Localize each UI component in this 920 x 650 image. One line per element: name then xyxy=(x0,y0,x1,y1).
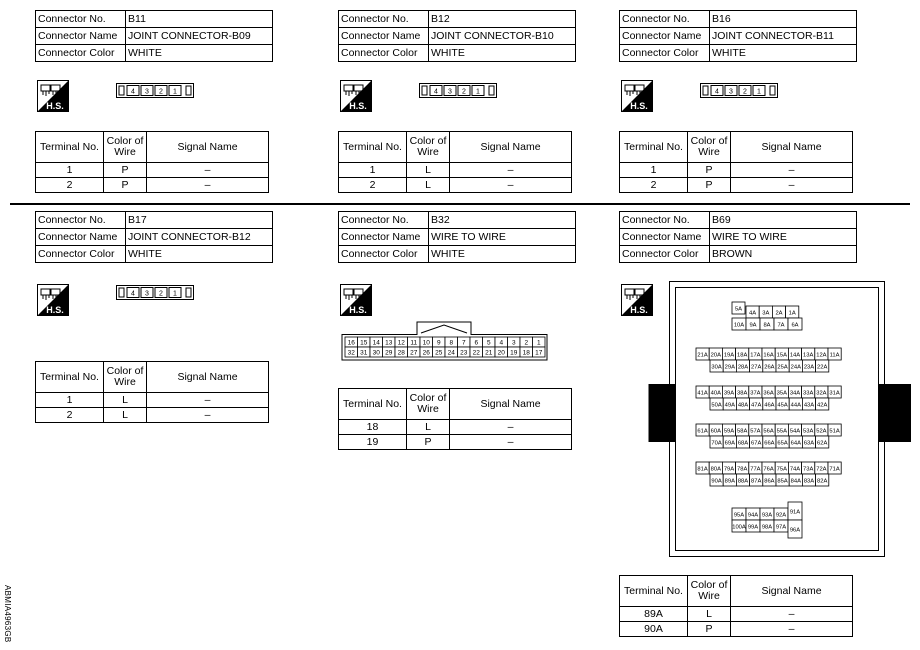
pin-label: 48A xyxy=(737,402,749,409)
pin-label: 33A xyxy=(803,390,814,397)
terminal-no-header: Terminal No. xyxy=(620,576,688,607)
pin-label: 78A xyxy=(737,466,748,473)
pin-label: 13 xyxy=(385,339,393,347)
pin-label: 4 xyxy=(499,339,504,347)
harness-side-icon xyxy=(37,80,69,112)
connector-no-label: Connector No. xyxy=(339,11,429,28)
pin-label: 15A xyxy=(776,352,787,359)
pin-label: 93A xyxy=(761,512,773,519)
connector-name-label: Connector Name xyxy=(339,28,429,45)
wire-color-header: Color of Wire xyxy=(688,576,731,607)
connector-name-label: Connector Name xyxy=(36,229,126,246)
terminal-no-cell: 2 xyxy=(36,178,104,193)
terminal-no-cell: 2 xyxy=(620,178,688,193)
pin-label: 5 xyxy=(486,339,491,347)
connector-no-label: Connector No. xyxy=(36,212,126,229)
pin-label: 90A xyxy=(711,478,722,485)
signal-name-cell: – xyxy=(147,393,269,408)
figure-code: ABMIA4963GB xyxy=(3,585,12,643)
pin-label: 67A xyxy=(751,440,762,447)
hs-label: H.S. xyxy=(46,305,64,315)
pin-label: 28 xyxy=(397,349,405,357)
pin-label: 4 xyxy=(434,88,438,96)
pin-label: 23 xyxy=(460,349,468,357)
terminal-no-header: Terminal No. xyxy=(36,362,104,393)
pin-label: 54A xyxy=(789,428,801,435)
pin-label: 98A xyxy=(761,524,773,531)
pin-label: 5A xyxy=(734,306,743,313)
pin-label: 15 xyxy=(360,339,368,347)
pin-label: 91A xyxy=(789,509,801,516)
table-row xyxy=(339,435,572,450)
pin-label: 88A xyxy=(737,478,749,485)
connector-name-value: JOINT CONNECTOR-B10 xyxy=(429,28,576,45)
pin-label: 35A xyxy=(776,390,787,397)
pin-label: 2 xyxy=(159,88,163,96)
pin-label: 19A xyxy=(723,352,735,359)
pin-label: 10 xyxy=(422,339,430,347)
signal-name-header: Signal Name xyxy=(450,132,572,163)
pin-label: 42A xyxy=(817,402,828,409)
terminal-table xyxy=(619,575,853,637)
pin-label: 64A xyxy=(790,440,801,447)
table-row xyxy=(620,607,853,622)
pin-label: 6 xyxy=(474,339,479,347)
terminal-table xyxy=(338,388,572,450)
signal-name-cell: – xyxy=(731,178,853,193)
pin-label: 7A xyxy=(777,322,785,329)
pin-label: 70A xyxy=(711,440,722,447)
pin-label: 18A xyxy=(737,352,748,359)
pin-label: 46A xyxy=(764,402,775,409)
pin-label: 34A xyxy=(789,390,801,397)
wire-color-cell: L xyxy=(104,408,147,423)
pin-label: 43A xyxy=(803,402,815,409)
signal-name-cell: – xyxy=(450,435,572,450)
terminal-no-cell: 2 xyxy=(36,408,104,423)
pin-label: 38A xyxy=(737,390,748,397)
connector-color-label: Connector Color xyxy=(339,246,429,263)
terminal-no-header: Terminal No. xyxy=(339,132,407,163)
pin-label: 1 xyxy=(757,88,761,96)
pin-label: 2 xyxy=(524,339,529,347)
pin-label: 31 xyxy=(360,349,368,357)
wire-color-cell: L xyxy=(104,393,147,408)
connector-color-label: Connector Color xyxy=(36,45,126,62)
wire-color-header: Color of Wire xyxy=(688,132,731,163)
connector-no-label: Connector No. xyxy=(339,212,429,229)
connector-info-table xyxy=(338,10,576,62)
wire-color-cell: L xyxy=(407,420,450,435)
pin-label: 83A xyxy=(803,478,815,485)
connector-no-value: B17 xyxy=(126,212,273,229)
pin-label: 99A xyxy=(747,524,759,531)
pin-label: 1 xyxy=(536,339,541,347)
connector-color-label: Connector Color xyxy=(339,45,429,62)
terminal-no-cell: 1 xyxy=(620,163,688,178)
connector-color-value: BROWN xyxy=(710,246,857,263)
signal-name-header: Signal Name xyxy=(731,132,853,163)
table-row xyxy=(339,178,572,193)
pin-label: 57A xyxy=(750,428,761,435)
pin-label: 81A xyxy=(697,466,708,473)
pin-label: 9 xyxy=(436,339,441,347)
pin-label: 63A xyxy=(803,440,815,447)
pin-label: 62A xyxy=(817,440,828,447)
pin-label: 36A xyxy=(763,390,774,397)
pin-label: 3A xyxy=(762,310,770,317)
terminal-table xyxy=(338,131,572,193)
pin-label: 29 xyxy=(385,349,393,357)
connector-color-value: WHITE xyxy=(126,45,273,62)
pin-label: 66A xyxy=(764,440,775,447)
signal-name-cell: – xyxy=(731,607,853,622)
pin-label: 65A xyxy=(777,440,788,447)
connector-color-value: WHITE xyxy=(126,246,273,263)
terminal-no-cell: 1 xyxy=(339,163,407,178)
pin-label: 8 xyxy=(449,339,454,347)
pin-label: 84A xyxy=(790,478,801,485)
pin-label: 2 xyxy=(462,88,466,96)
pin-label: 77A xyxy=(750,466,761,473)
pin-label: 16 xyxy=(347,339,355,347)
connector-no-label: Connector No. xyxy=(620,11,710,28)
pin-label: 28A xyxy=(737,364,749,371)
connector-name-value: WIRE TO WIRE xyxy=(710,229,857,246)
wire-color-header: Color of Wire xyxy=(407,389,450,420)
pin-label: 95A xyxy=(733,512,745,519)
pin-label: 32A xyxy=(816,390,827,397)
pin-label: 1A xyxy=(788,310,796,317)
pin-label: 92A xyxy=(775,512,787,519)
terminal-no-header: Terminal No. xyxy=(339,389,407,420)
connector-name-value: JOINT CONNECTOR-B12 xyxy=(126,229,273,246)
pin-label: 11 xyxy=(410,339,418,347)
signal-name-header: Signal Name xyxy=(450,389,572,420)
pin-label: 32 xyxy=(347,349,355,357)
pin-label: 20 xyxy=(497,349,505,357)
pin-label: 68A xyxy=(737,440,749,447)
pin-label: 72A xyxy=(816,466,827,473)
wire-color-cell: P xyxy=(104,178,147,193)
connector-color-label: Connector Color xyxy=(620,45,710,62)
terminal-no-cell: 90A xyxy=(620,622,688,637)
pin-label: 4 xyxy=(131,290,135,298)
connector-color-value: WHITE xyxy=(429,45,576,62)
connector-info-table xyxy=(338,211,576,263)
table-row xyxy=(339,420,572,435)
connector-color-value: WHITE xyxy=(429,246,576,263)
terminal-no-cell: 89A xyxy=(620,607,688,622)
pin-label: 31A xyxy=(829,390,840,397)
pin-label: 4A xyxy=(749,310,757,317)
pin-label: 49A xyxy=(724,402,735,409)
pin-label: 45A xyxy=(777,402,788,409)
pin-label: 80A xyxy=(710,466,721,473)
table-row xyxy=(36,163,269,178)
pin-label: 53A xyxy=(803,428,814,435)
pin-label: 74A xyxy=(789,466,801,473)
wire-color-cell: P xyxy=(407,435,450,450)
terminal-table xyxy=(35,361,269,423)
harness-side-icon xyxy=(340,284,372,316)
table-row xyxy=(36,393,269,408)
harness-side-icon xyxy=(340,80,372,112)
pin-label: 17 xyxy=(535,349,543,357)
pin-label: 8A xyxy=(763,322,771,329)
pin-label: 55A xyxy=(776,428,787,435)
terminal-no-cell: 2 xyxy=(339,178,407,193)
hs-label: H.S. xyxy=(630,305,648,315)
connector-face xyxy=(700,83,780,104)
pin-label: 97A xyxy=(775,524,787,531)
table-row xyxy=(620,178,853,193)
pin-label: 26 xyxy=(422,349,430,357)
terminal-table xyxy=(619,131,853,193)
terminal-no-cell: 18 xyxy=(339,420,407,435)
connector-name-label: Connector Name xyxy=(339,229,429,246)
pin-label: 58A xyxy=(737,428,748,435)
wire-color-cell: P xyxy=(688,163,731,178)
pin-label: 41A xyxy=(697,390,708,397)
pin-label: 59A xyxy=(723,428,735,435)
pin-label: 1 xyxy=(173,290,177,298)
pin-label: 11A xyxy=(829,352,840,359)
table-row xyxy=(620,163,853,178)
connector-face-b69 xyxy=(648,280,912,565)
pin-label: 13A xyxy=(803,352,814,359)
harness-side-icon xyxy=(621,80,653,112)
pin-label: 52A xyxy=(816,428,827,435)
pin-label: 20A xyxy=(710,352,721,359)
signal-name-cell: – xyxy=(147,178,269,193)
pin-label: 61A xyxy=(697,428,708,435)
wire-color-cell: L xyxy=(407,178,450,193)
signal-name-cell: – xyxy=(450,178,572,193)
connector-info-table xyxy=(35,211,273,263)
pin-label: 75A xyxy=(776,466,787,473)
table-row xyxy=(620,622,853,637)
pin-label: 71A xyxy=(829,466,840,473)
pin-label: 27A xyxy=(751,364,762,371)
pin-label: 10A xyxy=(733,322,745,329)
pin-label: 22A xyxy=(817,364,828,371)
pin-label: 22 xyxy=(472,349,480,357)
pin-label: 87A xyxy=(751,478,762,485)
connector-no-value: B12 xyxy=(429,11,576,28)
hs-label: H.S. xyxy=(349,101,367,111)
hs-label: H.S. xyxy=(46,101,64,111)
pin-label: 14 xyxy=(372,339,380,347)
signal-name-cell: – xyxy=(731,622,853,637)
pin-label: 18 xyxy=(522,349,530,357)
pin-label: 30 xyxy=(372,349,380,357)
pin-label: 25A xyxy=(777,364,788,371)
pin-label: 69A xyxy=(724,440,735,447)
pin-label: 3 xyxy=(145,290,149,298)
pin-label: 21 xyxy=(485,349,493,357)
pin-label: 76A xyxy=(763,466,774,473)
connector-face-b32 xyxy=(341,319,549,366)
connector-info-table xyxy=(619,211,857,263)
pin-label: 86A xyxy=(764,478,775,485)
connector-no-value: B69 xyxy=(710,212,857,229)
terminal-no-cell: 1 xyxy=(36,163,104,178)
pin-label: 40A xyxy=(710,390,721,397)
signal-name-header: Signal Name xyxy=(147,132,269,163)
connector-no-value: B11 xyxy=(126,11,273,28)
wire-color-cell: P xyxy=(688,622,731,637)
connector-face xyxy=(419,83,499,104)
table-row xyxy=(339,163,572,178)
signal-name-cell: – xyxy=(147,408,269,423)
pin-label: 50A xyxy=(711,402,722,409)
wire-color-cell: P xyxy=(688,178,731,193)
pin-label: 89A xyxy=(724,478,735,485)
pin-label: 1 xyxy=(173,88,177,96)
pin-label: 12 xyxy=(397,339,405,347)
pin-label: 21A xyxy=(697,352,708,359)
connector-name-value: JOINT CONNECTOR-B09 xyxy=(126,28,273,45)
terminal-no-cell: 1 xyxy=(36,393,104,408)
pin-label: 7 xyxy=(461,339,466,347)
connector-color-value: WHITE xyxy=(710,45,857,62)
pin-label: 94A xyxy=(747,512,759,519)
pin-label: 17A xyxy=(750,352,761,359)
pin-label: 96A xyxy=(789,527,801,534)
pin-label: 30A xyxy=(711,364,722,371)
pin-label: 47A xyxy=(751,402,762,409)
terminal-no-header: Terminal No. xyxy=(36,132,104,163)
pin-label: 6A xyxy=(791,322,799,329)
pin-label: 79A xyxy=(723,466,735,473)
pin-label: 16A xyxy=(763,352,774,359)
pin-label: 73A xyxy=(803,466,814,473)
signal-name-cell: – xyxy=(450,163,572,178)
signal-name-cell: – xyxy=(450,420,572,435)
connector-no-label: Connector No. xyxy=(36,11,126,28)
pin-label: 14A xyxy=(789,352,801,359)
connector-face xyxy=(116,285,196,306)
signal-name-header: Signal Name xyxy=(147,362,269,393)
pin-label: 37A xyxy=(750,390,761,397)
hs-label: H.S. xyxy=(630,101,648,111)
pin-label: 4 xyxy=(131,88,135,96)
connector-name-label: Connector Name xyxy=(620,229,710,246)
harness-side-icon xyxy=(37,284,69,316)
pin-label: 3 xyxy=(511,339,516,347)
connector-no-value: B32 xyxy=(429,212,576,229)
pin-label: 19 xyxy=(510,349,518,357)
pin-label: 3 xyxy=(729,88,733,96)
pin-label: 27 xyxy=(410,349,418,357)
terminal-table xyxy=(35,131,269,193)
pin-label: 2 xyxy=(159,290,163,298)
pin-label: 1 xyxy=(476,88,480,96)
pin-label: 51A xyxy=(829,428,840,435)
wire-color-header: Color of Wire xyxy=(407,132,450,163)
connector-info-table xyxy=(619,10,857,62)
connector-face xyxy=(116,83,196,104)
pin-label: 82A xyxy=(817,478,828,485)
connector-name-value: WIRE TO WIRE xyxy=(429,229,576,246)
pin-label: 3 xyxy=(448,88,452,96)
pin-label: 23A xyxy=(803,364,815,371)
signal-name-header: Signal Name xyxy=(731,576,853,607)
pin-label: 24 xyxy=(447,349,455,357)
pin-label: 24A xyxy=(790,364,801,371)
connector-name-label: Connector Name xyxy=(620,28,710,45)
pin-label: 2A xyxy=(775,310,783,317)
section-divider xyxy=(10,203,910,205)
wire-color-header: Color of Wire xyxy=(104,362,147,393)
connector-no-value: B16 xyxy=(710,11,857,28)
connector-no-label: Connector No. xyxy=(620,212,710,229)
pin-label: 25 xyxy=(435,349,443,357)
pin-label: 29A xyxy=(724,364,735,371)
pin-label: 12A xyxy=(816,352,827,359)
table-row xyxy=(36,408,269,423)
pin-label: 3 xyxy=(145,88,149,96)
connector-color-label: Connector Color xyxy=(36,246,126,263)
pin-label: 44A xyxy=(790,402,801,409)
wire-color-cell: L xyxy=(407,163,450,178)
pin-label: 60A xyxy=(710,428,721,435)
hs-label: H.S. xyxy=(349,305,367,315)
signal-name-cell: – xyxy=(147,163,269,178)
connector-info-table xyxy=(35,10,273,62)
connector-name-label: Connector Name xyxy=(36,28,126,45)
terminal-no-cell: 19 xyxy=(339,435,407,450)
pin-label: 100A xyxy=(732,524,746,531)
wire-color-header: Color of Wire xyxy=(104,132,147,163)
pin-label: 56A xyxy=(763,428,774,435)
wire-color-cell: L xyxy=(688,607,731,622)
wire-color-cell: P xyxy=(104,163,147,178)
pin-label: 4 xyxy=(715,88,719,96)
terminal-no-header: Terminal No. xyxy=(620,132,688,163)
pin-label: 85A xyxy=(777,478,788,485)
connector-name-value: JOINT CONNECTOR-B11 xyxy=(710,28,857,45)
table-row xyxy=(36,178,269,193)
pin-label: 26A xyxy=(764,364,775,371)
pin-label: 2 xyxy=(743,88,747,96)
pin-label: 39A xyxy=(723,390,735,397)
connector-color-label: Connector Color xyxy=(620,246,710,263)
pin-label: 9A xyxy=(749,322,757,329)
signal-name-cell: – xyxy=(731,163,853,178)
